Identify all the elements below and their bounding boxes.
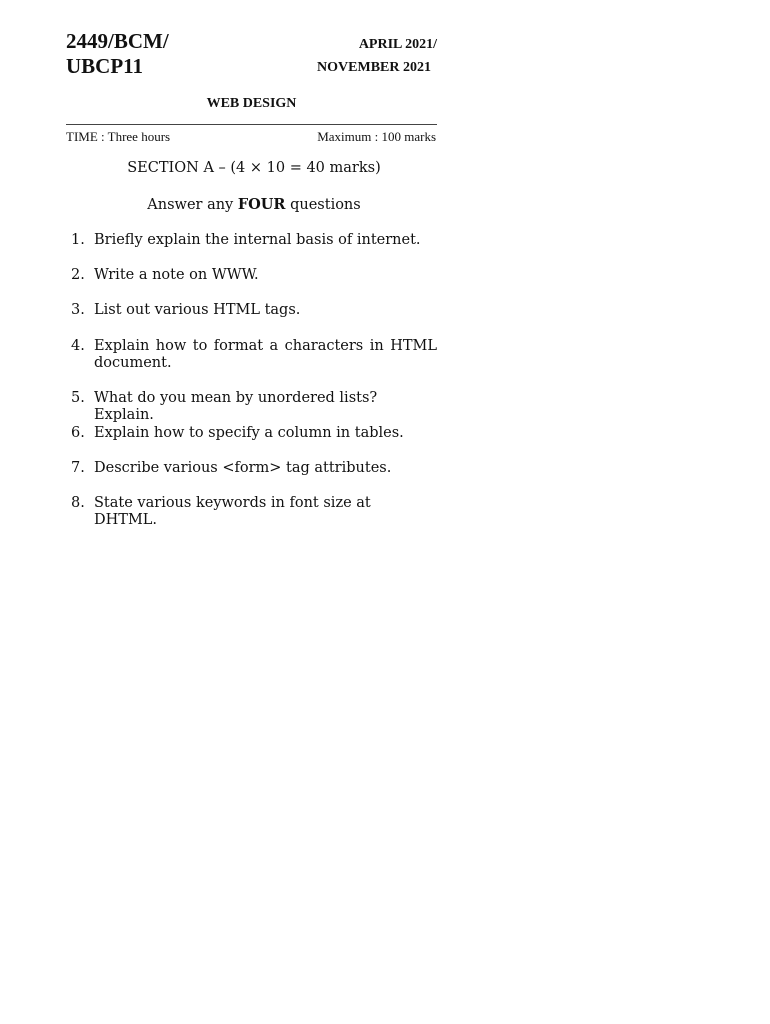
exam-date [290,33,437,79]
instruction-prefix: Answer any [147,197,238,213]
paper-code [66,29,169,79]
divider-line [66,124,437,125]
section-heading: SECTION A – (4 × 10 = 40 marks) [127,160,381,176]
question-item [66,495,437,529]
question-item [66,338,437,372]
instruction-line [66,196,442,213]
time-allowed: TIME : Three hours [66,129,171,144]
question-text: List out various HTML tags. [94,302,301,318]
question-number: 4. [71,338,85,354]
question-number: 5. [71,390,85,406]
question-number: 6. [71,425,85,441]
question-number: 3. [71,302,85,318]
question-text [94,338,437,372]
question-item [66,302,437,319]
question-item [66,232,437,249]
question-number: 1. [71,232,85,248]
question-number: 8. [71,495,85,511]
question-text: State various keywords in font size at DHTML. [94,495,371,528]
question-text: Write a note on WWW. [94,267,259,283]
instruction-suffix: questions [285,197,361,213]
paper-code-line2: UBCP11 [66,54,144,78]
exam-meta [66,129,436,145]
paper-code-line1: 2449/BCM/ [66,29,169,53]
question-item [66,390,437,424]
question-text-line1: Explain how to format a characters in HTML [94,338,437,354]
question-item [66,267,437,284]
subject-title: WEB DESIGN [206,96,297,111]
question-number: 2. [71,267,85,283]
question-text-line2: document. [94,355,172,371]
question-item [66,425,437,442]
maximum-marks: Maximum : 100 marks [317,129,436,144]
question-text: Briefly explain the internal basis of internet. [94,232,421,248]
question-text: Describe various <form> tag attributes. [94,460,392,476]
exam-date-line2: NOVEMBER 2021 [317,60,431,75]
question-text: What do you mean by unordered lists? Explain. [94,390,378,423]
instruction-emphasis: FOUR [237,196,286,213]
question-text: Explain how to specify a column in tables. [94,425,404,441]
question-number: 7. [71,460,85,476]
exam-date-line1: APRIL 2021/ [358,37,437,52]
question-item [66,460,437,477]
